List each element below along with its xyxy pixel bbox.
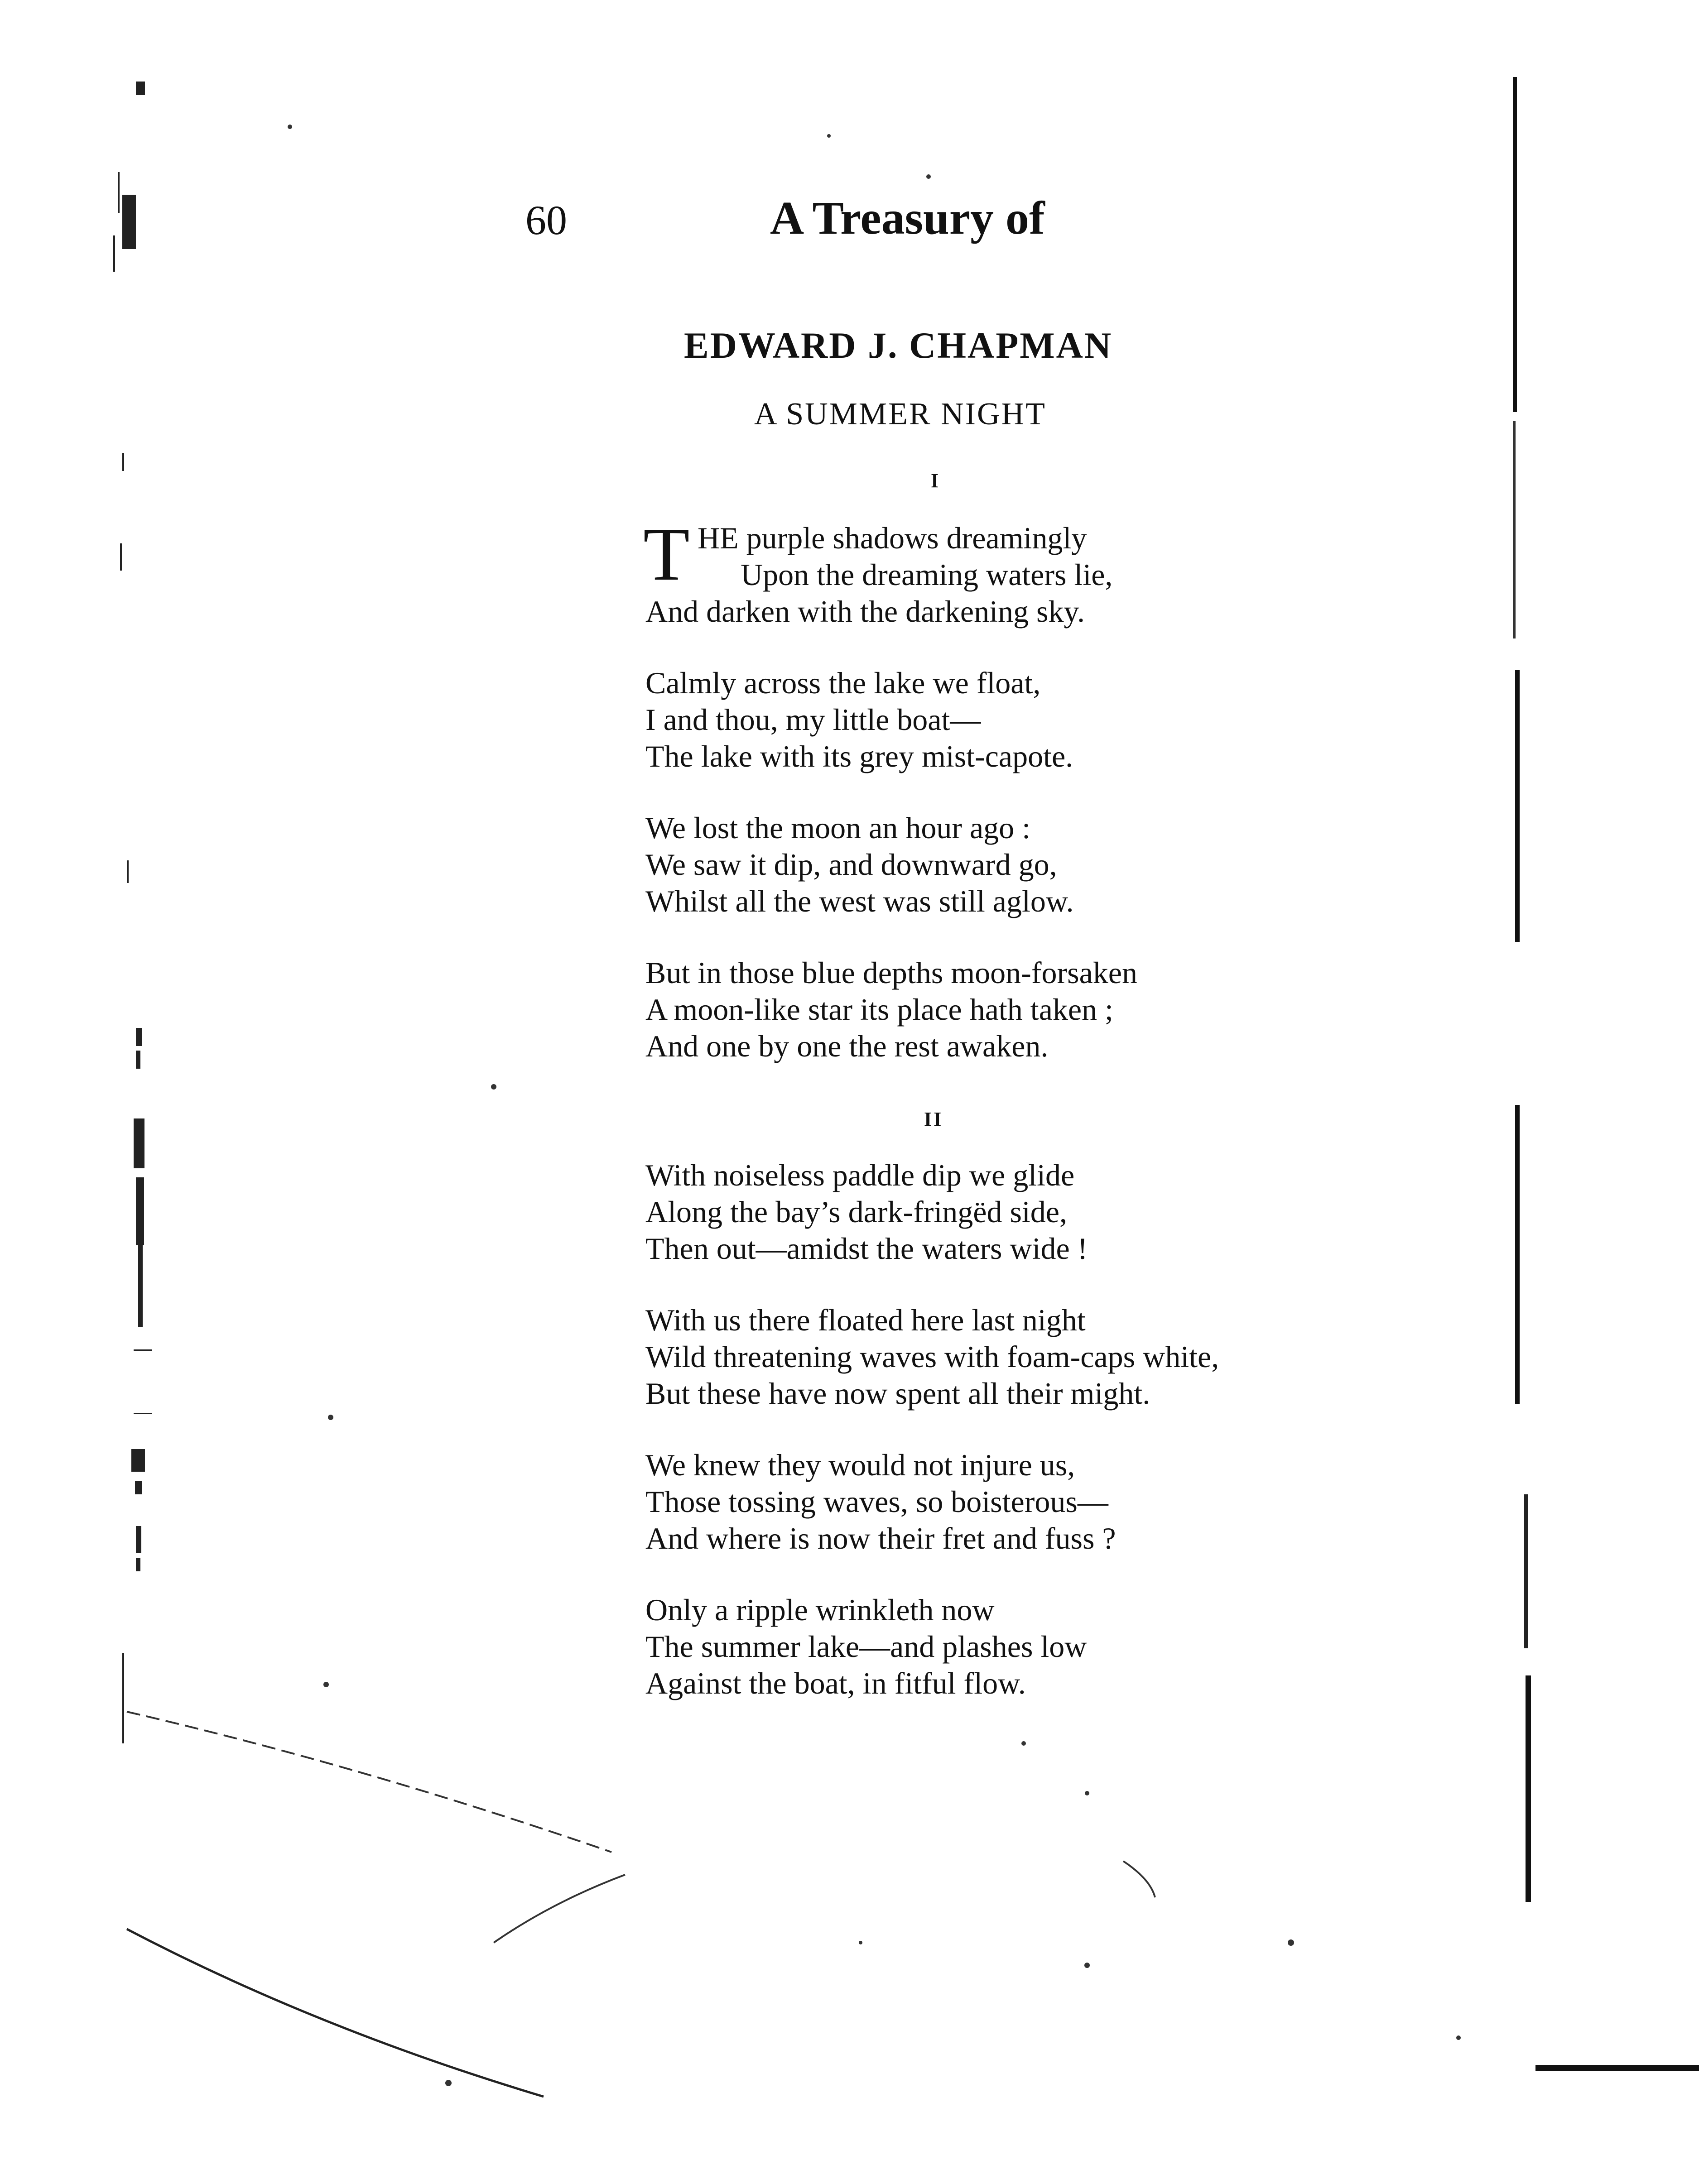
poem-line: The lake with its grey mist-capote. — [645, 739, 1073, 773]
stanza — [645, 665, 1073, 775]
poem-line: Those tossing waves, so boisterous— — [645, 1484, 1108, 1519]
poem-line: But in those blue depths moon-forsaken — [645, 955, 1137, 990]
poem-line: We knew they would not injure us, — [645, 1448, 1075, 1482]
poem-line: And darken with the darkening sky. — [645, 594, 1085, 629]
stanza — [645, 1157, 1088, 1267]
stanza — [645, 520, 1112, 630]
poem-title: A SUMMER NIGHT — [754, 397, 1046, 432]
poem-line: A moon-like star its place hath taken ; — [645, 992, 1113, 1027]
poem-line: Calmly across the lake we float, — [645, 666, 1041, 700]
stanza — [645, 1592, 1087, 1702]
stanza — [645, 1447, 1116, 1557]
drop-cap: T — [643, 512, 690, 596]
poem-line: We saw it dip, and downward go, — [645, 847, 1057, 882]
poem-line: And where is now their fret and fuss ? — [645, 1521, 1116, 1555]
poem-line: We lost the moon an hour ago : — [645, 811, 1031, 845]
poem-line: With noiseless paddle dip we glide — [645, 1158, 1075, 1192]
author-name: EDWARD J. CHAPMAN — [684, 325, 1113, 366]
stanza — [645, 1302, 1219, 1412]
poem-line: Along the bay’s dark-fringëd side, — [645, 1195, 1067, 1229]
poem-line: Only a ripple wrinkleth now — [645, 1593, 995, 1627]
poem-line: The summer lake—and plashes low — [645, 1629, 1087, 1664]
poem-line: With us there floated here last night — [645, 1303, 1086, 1337]
poem-line: Wild threatening waves with foam-caps white, — [645, 1339, 1219, 1374]
poem-line: HE purple shadows dreamingly — [698, 521, 1087, 555]
poem-line: I and thou, my little boat— — [645, 702, 981, 737]
section-number: II — [924, 1108, 943, 1130]
poem-line: But these have now spent all their might. — [645, 1376, 1150, 1411]
poem-line: And one by one the rest awaken. — [645, 1029, 1049, 1063]
page-number: 60 — [525, 197, 567, 243]
stanza — [645, 810, 1074, 920]
poem-line: Whilst all the west was still aglow. — [645, 884, 1074, 918]
running-head: A Treasury of — [770, 192, 1045, 244]
stanza — [645, 955, 1137, 1065]
section-number: I — [931, 470, 941, 492]
poem-line: Against the boat, in fitful flow. — [645, 1666, 1026, 1700]
poem-line: Then out—amidst the waters wide ! — [645, 1231, 1088, 1266]
poem-line: Upon the dreaming waters lie, — [741, 557, 1113, 592]
